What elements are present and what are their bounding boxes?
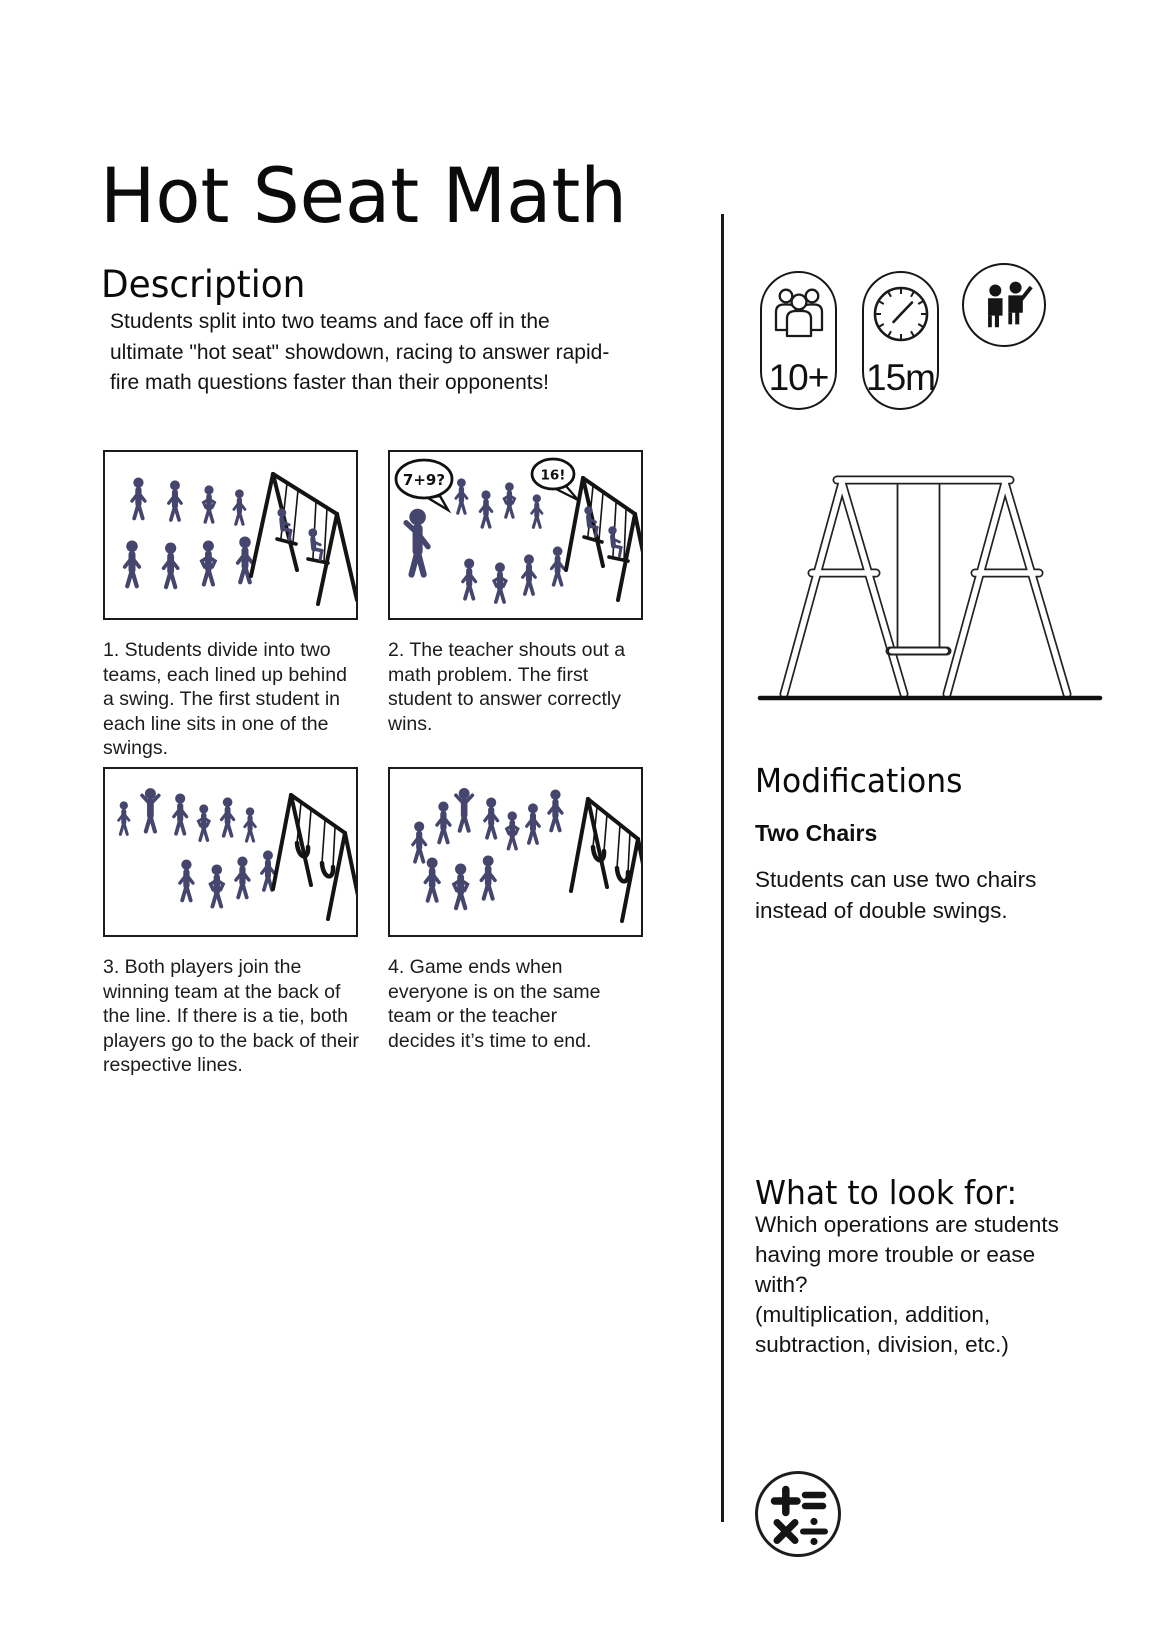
pair-activity-badge: [962, 263, 1046, 347]
duration-badge: [862, 271, 939, 410]
step-4-scene: [390, 769, 641, 935]
question-bubble-text: 7+9?: [402, 471, 446, 489]
what-to-look-for-body: [755, 1210, 1089, 1360]
question-speech-bubble: [396, 460, 452, 510]
two-students-icon: [975, 276, 1033, 334]
swing-set-illustration: [742, 446, 1114, 704]
modifications-heading: Modifications: [755, 761, 963, 801]
modifications-subheading: Two Chairs: [755, 820, 878, 846]
description-heading: Description: [101, 262, 306, 306]
mini-swing-frame: [273, 795, 356, 919]
players-badge: [760, 271, 837, 410]
page-title: Hot Seat Math: [100, 150, 627, 240]
step-3-illustration: [103, 767, 358, 937]
mini-swing-frame: [566, 478, 641, 600]
step-1-illustration: [103, 450, 358, 620]
clock-icon: [871, 284, 931, 344]
what-to-look-for-line: (multiplication, addition, subtraction, division, etc.): [755, 1302, 1009, 1357]
mini-swing-frame: [571, 799, 641, 921]
players-count: 10+: [768, 357, 829, 398]
step-4-illustration: [388, 767, 643, 937]
step-3-caption: 3. Both players join the winning team at the back of the line. If there is a tie, both players go to the back of their respective lines.: [103, 956, 359, 1077]
step-1-caption: 1. Students divide into two teams, each lined up behind a swing. The first student in each line sits in one of the swings.: [103, 639, 347, 760]
step-4-caption: 4. Game ends when everyone is on the same team or the teacher decides it’s time to end.: [388, 956, 601, 1052]
column-divider: [721, 214, 724, 1522]
step-2-caption: 2. The teacher shouts out a math problem. The first student to answer correctly wins.: [388, 639, 626, 735]
people-group-icon: [771, 286, 827, 338]
step-1-scene: [105, 452, 356, 618]
modifications-body: Students can use two chairs instead of double swings.: [755, 867, 1037, 923]
step-2-illustration: [388, 450, 643, 620]
description-body: Students split into two teams and face off in the ultimate "hot seat" showdown, racing to answer rapid-fire math questions faster than their opponents!: [110, 310, 610, 394]
math-operations-icon: [753, 1469, 843, 1559]
mini-swing-frame: [251, 474, 356, 604]
what-to-look-for-heading: What to look for:: [755, 1173, 1018, 1213]
what-to-look-for-line: Which operations are students having more trouble or ease with?: [755, 1212, 1059, 1297]
answer-bubble-text: 16!: [540, 467, 566, 484]
step-2-scene: [390, 452, 641, 618]
step-3-scene: [105, 769, 356, 935]
answer-speech-bubble: [532, 459, 578, 500]
duration-value: 15m: [866, 357, 935, 398]
